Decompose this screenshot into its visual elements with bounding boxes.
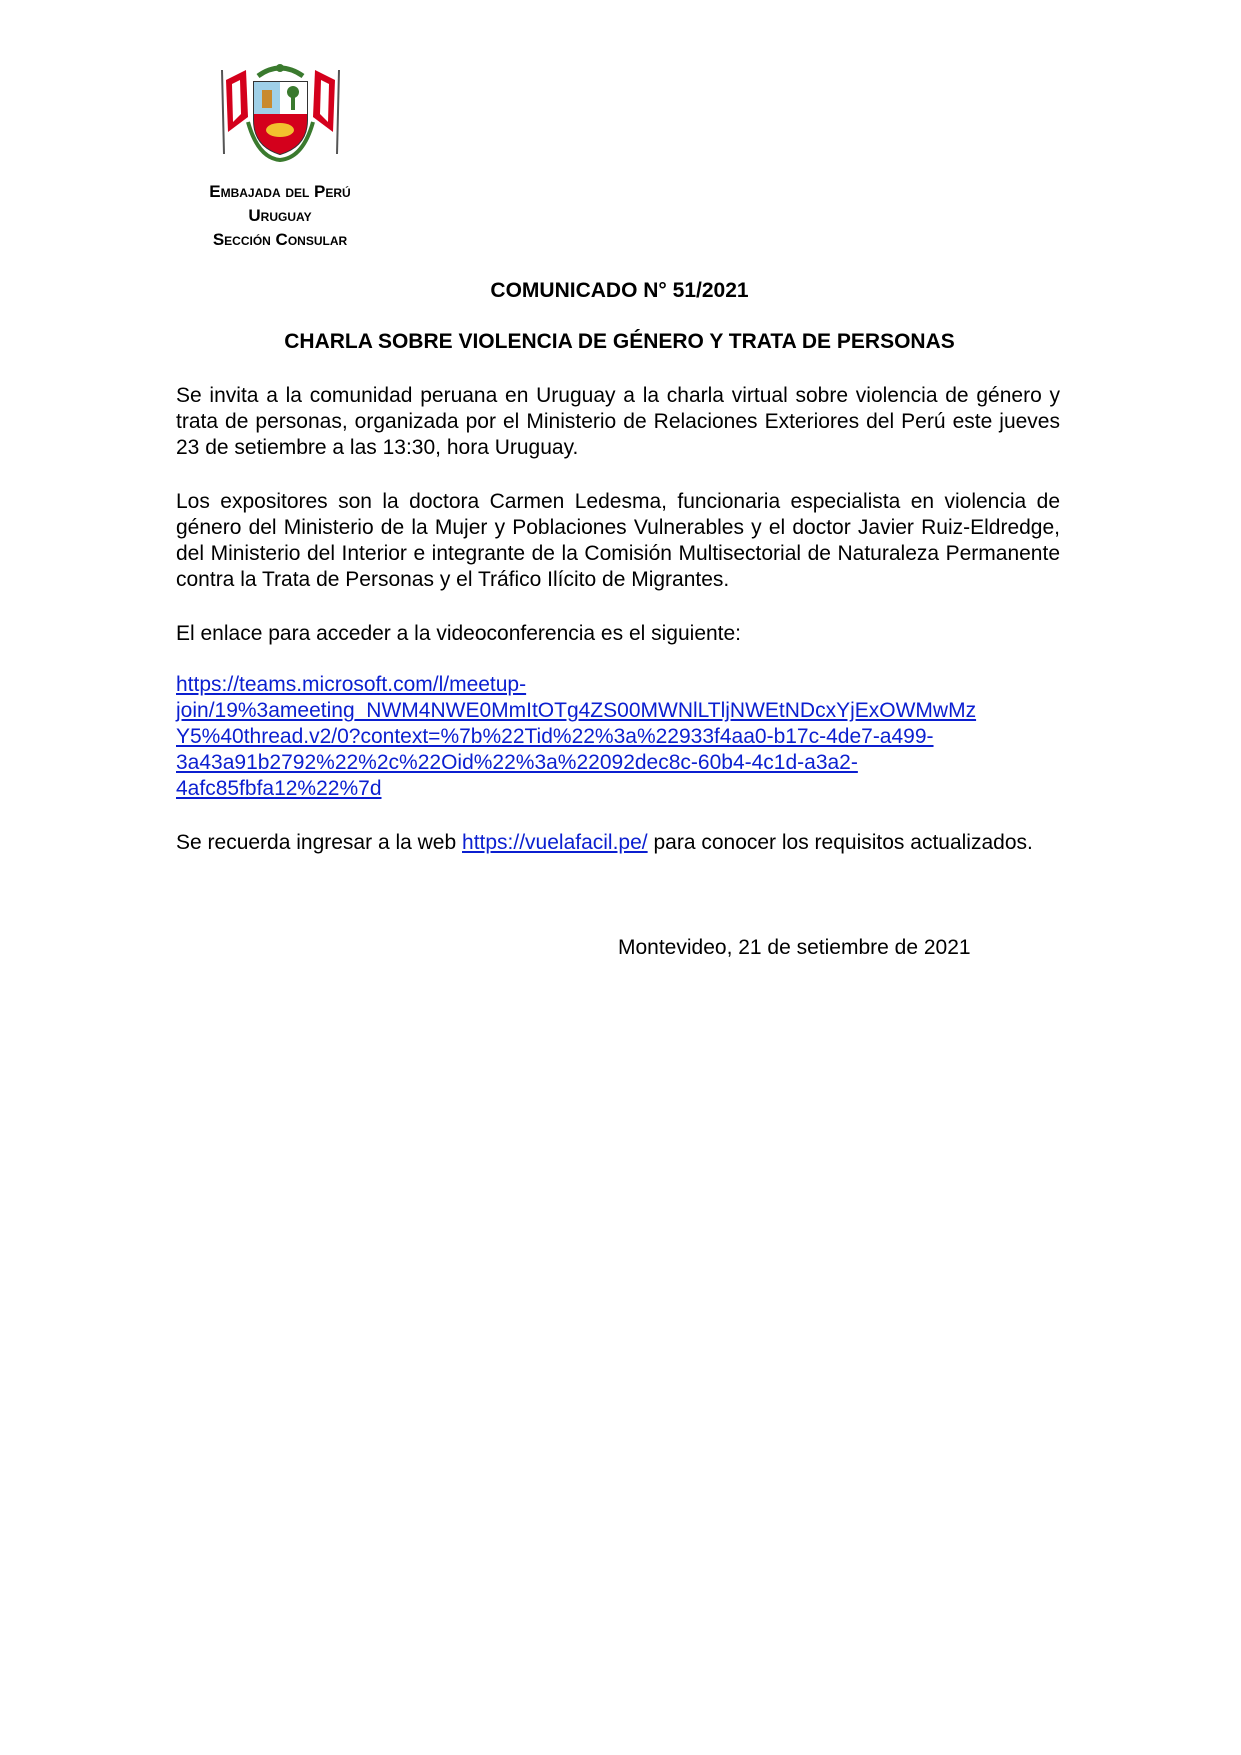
embassy-header <box>170 180 390 252</box>
page-title: COMUNICADO N° 51/2021 <box>490 279 749 302</box>
reminder-paragraph <box>176 830 1060 856</box>
meeting-link-line: 3a43a91b2792%22%2c%22Oid%22%3a%22092dec8c-60b4-4c1d-a3a2- <box>176 751 858 774</box>
reminder-text-before: Se recuerda ingresar a la web <box>176 831 457 854</box>
meeting-link-line: Y5%40thread.v2/0?context=%7b%22Tid%22%3a%22933f4aa0-b17c-4de7-a499- <box>176 725 934 748</box>
page-subtitle: CHARLA SOBRE VIOLENCIA DE GÉNERO Y TRATA DE PERSONAS <box>284 330 955 353</box>
meeting-link-line: join/19%3ameeting_NWM4NWE0MmItOTg4ZS00MWNlLTljNWEtNDcxYjExOWMwMz <box>176 699 977 722</box>
embassy-country: Uruguay <box>248 206 312 225</box>
link-intro-paragraph: El enlace para acceder a la videoconferencia es el siguiente: <box>176 622 742 645</box>
embassy-section: Sección Consular <box>212 230 348 249</box>
meeting-link[interactable] <box>176 673 976 800</box>
vuelafacil-link[interactable]: https://vuelafacil.pe/ <box>462 831 648 854</box>
meeting-link-line: 4afc85fbfa12%22%7d <box>176 777 382 800</box>
meeting-link-line: https://teams.microsoft.com/l/meetup- <box>176 673 527 696</box>
speakers-paragraph: Los expositores son la doctora Carmen Ledesma, funcionaria especialista en violencia de género del Ministerio de la Mujer y Poblaciones Vulnerables y el doctor Javier Ruiz-Eldredge, del Ministerio del Interior e integrante de la Comisión Multisectorial de Naturaleza Permanente contra la Trata de Personas y el Tráfico Ilícito de Migrantes. <box>176 490 1060 591</box>
meeting-link-block <box>176 672 976 802</box>
place-and-date: Montevideo, 21 de setiembre de 2021 <box>618 936 971 959</box>
invitation-paragraph: Se invita a la comunidad peruana en Uruguay a la charla virtual sobre violencia de género y trata de personas, organizada por el Ministerio de Relaciones Exteriores del Perú este jueves 23 de setiembre a las 13:30, hora Uruguay. <box>176 384 1060 459</box>
reminder-text-after: para conocer los requisitos actualizados. <box>653 831 1033 854</box>
peru-coat-of-arms-icon <box>218 62 343 162</box>
embassy-name: Embajada del Perú <box>209 182 351 201</box>
